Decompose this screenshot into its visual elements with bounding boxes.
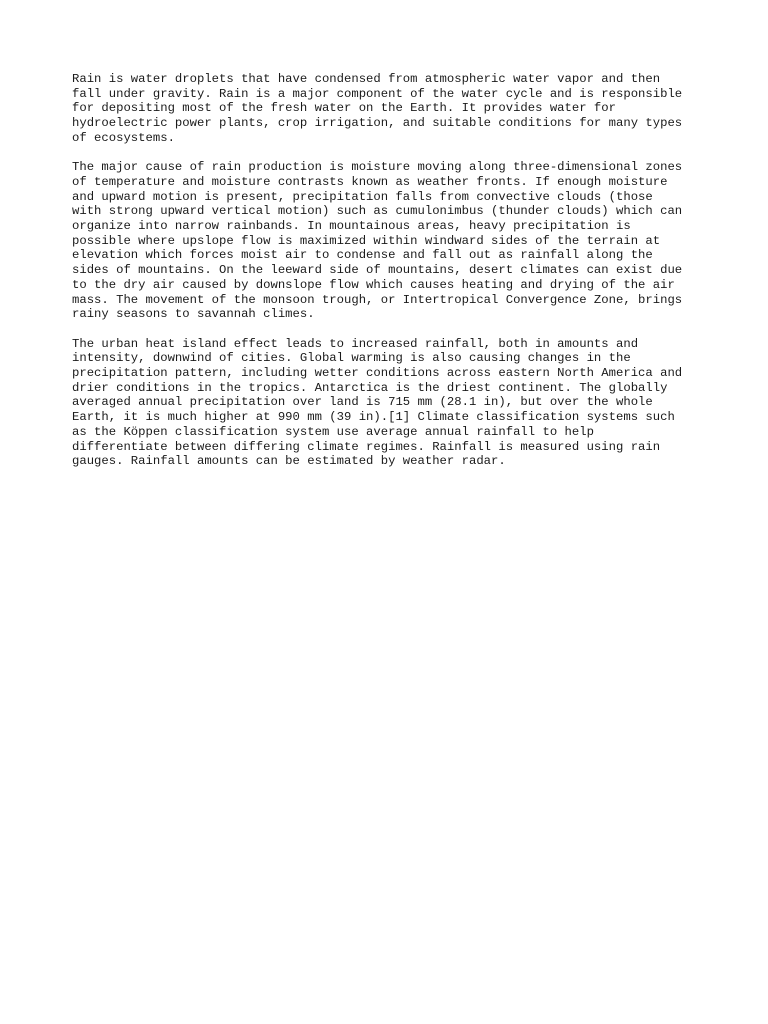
paragraph-rain-climate: The urban heat island effect leads to increased rainfall, both in amounts and intensity, downwind of cities. Global warming is also causing changes in the precipitation pattern, including wetter conditions across eastern North America and drier conditions in the tropics. Antarctica is the driest continent. The globally averaged annual precipitation over land is 715 mm (28.1 in), but over the whole Earth, it is much higher at 990 mm (39 in).[1] Climate classification systems such as the Köppen classification system use average annual rainfall to help differentiate between differing climate regimes. Rainfall is measured using rain gauges. Rainfall amounts can be estimated by weather radar. <box>72 336 683 469</box>
document-body <box>72 72 708 484</box>
paragraph-rain-production: The major cause of rain production is moisture moving along three-dimensional zones of temperature and moisture contrasts known as weather fronts. If enough moisture and upward motion is present, precipitation falls from convective clouds (those with strong upward vertical motion) such as cumulonimbus (thunder clouds) which can organize into narrow rainbands. In mountainous areas, heavy precipitation is possible where upslope flow is maximized within windward sides of the terrain at elevation which forces moist air to condense and fall out as rainfall along the sides of mountains. On the leeward side of mountains, desert climates can exist due to the dry air caused by downslope flow which causes heating and drying of the air mass. The movement of the monsoon trough, or Intertropical Convergence Zone, brings rainy seasons to savannah climes. <box>72 160 683 322</box>
paragraph-rain-definition: Rain is water droplets that have condensed from atmospheric water vapor and then fall under gravity. Rain is a major component of the water cycle and is responsible for depositing most of the fresh water on the Earth. It provides water for hydroelectric power plants, crop irrigation, and suitable conditions for many types of ecosystems. <box>72 72 683 145</box>
